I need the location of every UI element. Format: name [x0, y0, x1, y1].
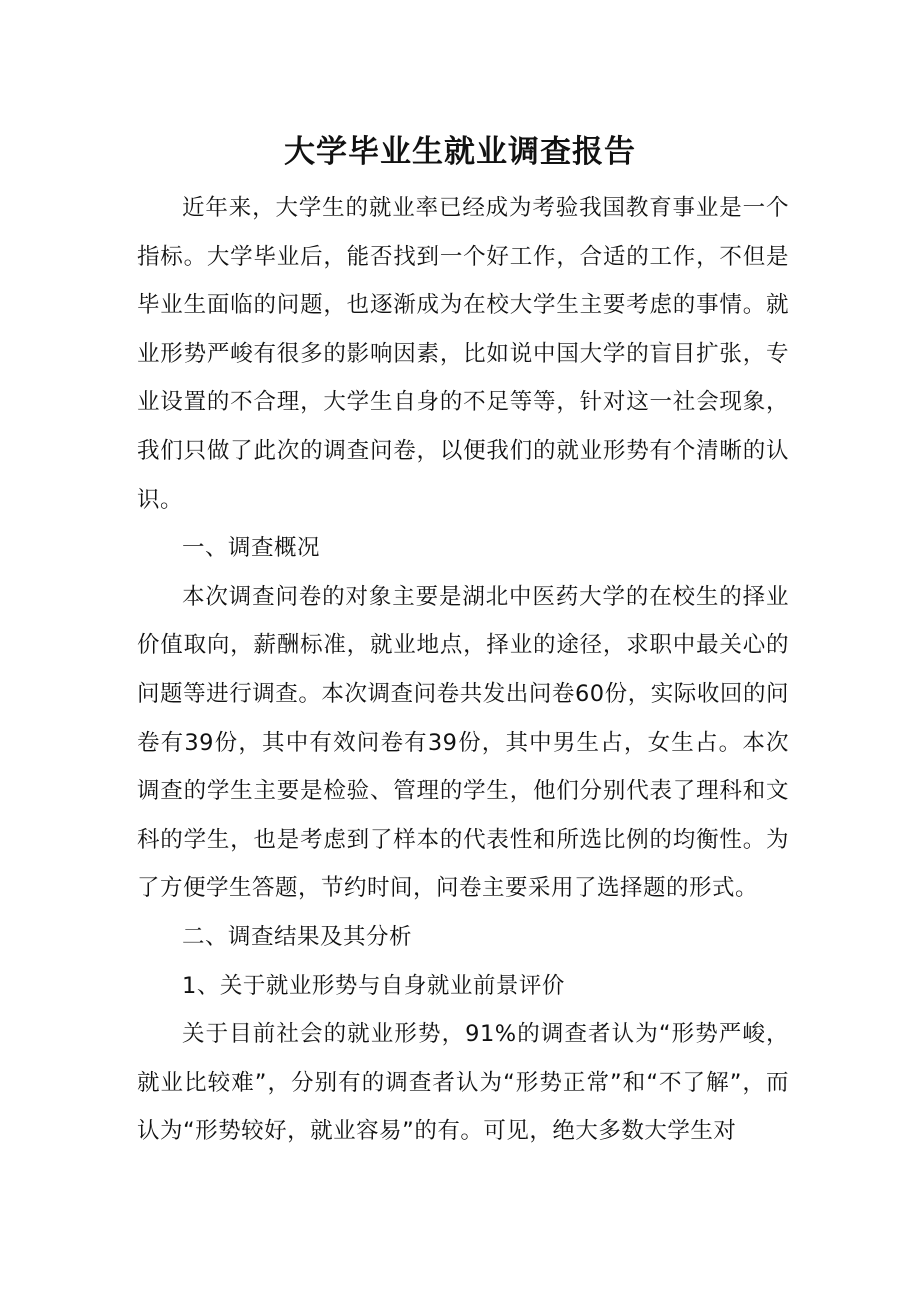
document-body — [137, 184, 789, 1156]
paragraph-intro: 近年来，大学生的就业率已经成为考验我国教育事业是一个指标。大学毕业后，能否找到一个好工作，合适的工作，不但是毕业生面临的问题，也逐渐成为在校大学生主要考虑的事情。就业形势严峻有很多的影响因素，比如说中国大学的盲目扩张，专业设置的不合理，大学生自身的不足等等，针对这一社会现象，我们只做了此次的调查问卷，以便我们的就业形势有个清晰的认识。 — [137, 195, 789, 513]
heading-survey-results: 二、调查结果及其分析 — [182, 923, 413, 950]
heading-survey-overview: 一、调查概况 — [182, 535, 321, 562]
paragraph-survey-overview: 本次调查问卷的对象主要是湖北中医药大学的在校生的择业价值取向，薪酬标准，就业地点，择业的途径，求职中最关心的问题等进行调查。本次调查问卷共发出问卷60份，实际收回的问卷有39份，其中有效问卷有39份，其中男生占，女生占。本次调查的学生主要是检验、管理的学生，他们分别代表了理科和文科的学生，也是考虑到了样本的代表性和所选比例的均衡性。为了方便学生答题，节约时间，问卷主要采用了选择题的形式。 — [137, 583, 789, 902]
document-title: 大学毕业生就业调查报告 — [284, 134, 636, 170]
paragraph-employment-outlook: 关于目前社会的就业形势，91%的调查者认为“形势严峻，就业比较难”，分别有的调查者认为“形势正常”和“不了解”，而认为“形势较好，就业容易”的有。可见，绝大多数大学生对 — [137, 1021, 789, 1145]
subheading-employment-outlook: 1、关于就业形势与自身就业前景评价 — [182, 972, 565, 999]
